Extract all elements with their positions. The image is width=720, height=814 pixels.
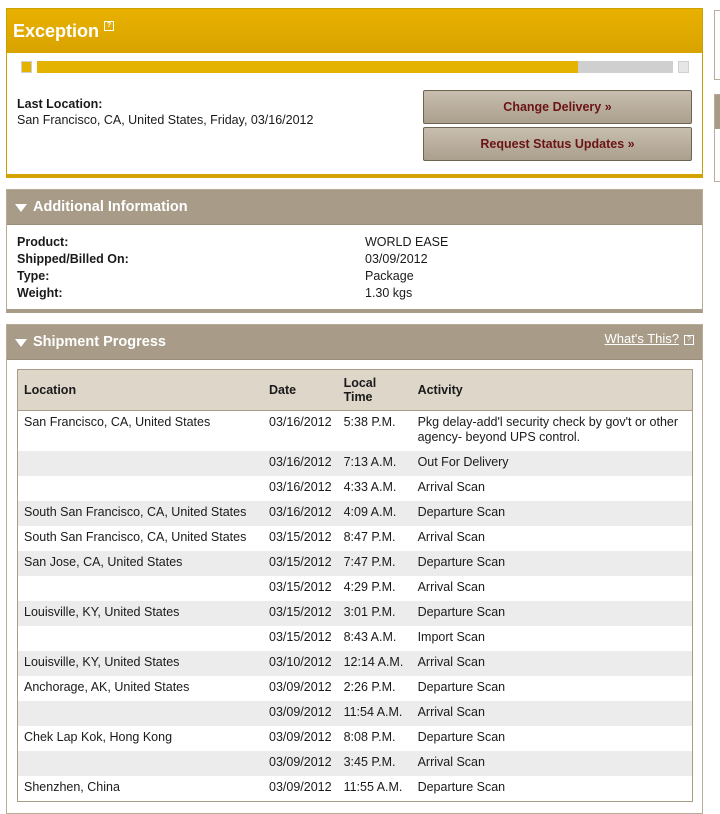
cell-location [18, 701, 264, 726]
cell-activity: Arrival Scan [412, 751, 693, 776]
additional-information-title: Additional Information [33, 199, 188, 215]
cell-activity: Import Scan [417, 630, 485, 644]
cell-activity: Departure Scan [417, 680, 506, 694]
cell-local-time: 4:29 P.M. [343, 580, 396, 594]
exception-header [7, 9, 702, 53]
last-location [17, 97, 313, 127]
cell-date: 03/15/2012 [263, 551, 338, 576]
cell-local-time: 8:08 P.M. [343, 730, 396, 744]
info-row-product [17, 235, 687, 252]
cell-local-time: 8:47 P.M. [343, 530, 396, 544]
info-row-shipped-billed [17, 252, 687, 269]
shipment-progress-title: Shipment Progress [33, 334, 166, 350]
cell-local-time: 3:01 P.M. [338, 601, 412, 626]
cell-location [18, 476, 264, 501]
help-icon[interactable]: ? [104, 21, 114, 31]
progress-start-marker [21, 61, 32, 73]
info-label: Type: [17, 269, 50, 283]
cell-local-time: 11:54 A.M. [338, 701, 412, 726]
table-row [18, 651, 693, 676]
request-status-updates-button[interactable]: Request Status Updates » [423, 127, 692, 161]
cell-location: Anchorage, AK, United States [24, 680, 190, 694]
cell-location: San Francisco, CA, United States [24, 415, 211, 429]
cell-activity: Departure Scan [412, 501, 693, 526]
column-header-activity: Activity [412, 370, 693, 411]
table-row [18, 676, 693, 701]
cell-activity: Arrival Scan [412, 651, 693, 676]
cell-date: 03/09/2012 [263, 701, 338, 726]
progress-end-marker [678, 61, 689, 73]
collapse-triangle-icon[interactable] [15, 339, 27, 347]
table-row [18, 751, 693, 776]
cell-activity: Pkg delay-add'l security check by gov't or other agency- beyond UPS control. [417, 415, 679, 444]
table-row [18, 526, 693, 551]
cell-location [18, 451, 264, 476]
cell-date: 03/15/2012 [263, 601, 338, 626]
cell-local-time: 12:14 A.M. [338, 651, 412, 676]
cell-local-time: 4:09 A.M. [338, 501, 412, 526]
table-row [18, 576, 693, 601]
cell-local-time: 7:13 A.M. [338, 451, 412, 476]
change-delivery-button[interactable]: Change Delivery » [423, 90, 692, 124]
info-label: Product: [17, 235, 69, 249]
cell-date: 03/16/2012 [263, 451, 338, 476]
exception-panel [6, 8, 703, 178]
cell-location: South San Francisco, CA, United States [18, 501, 264, 526]
side-panel-fragment [714, 10, 720, 80]
shipment-progress-bar [21, 61, 689, 73]
table-row [18, 411, 693, 452]
side-panel-fragment [714, 94, 720, 182]
cell-date: 03/09/2012 [269, 680, 332, 694]
table-row [18, 601, 693, 626]
cell-date: 03/09/2012 [269, 730, 332, 744]
table-row [18, 451, 693, 476]
cell-date: 03/15/2012 [269, 530, 332, 544]
column-header-local-time-label: Local Time [343, 376, 377, 404]
cell-date: 03/09/2012 [263, 751, 338, 776]
table-row [18, 476, 693, 501]
cell-local-time: 8:43 A.M. [343, 630, 397, 644]
cell-activity: Out For Delivery [412, 451, 693, 476]
table-row [18, 551, 693, 576]
cell-date: 03/10/2012 [263, 651, 338, 676]
table-row [18, 626, 693, 651]
cell-activity: Arrival Scan [412, 701, 693, 726]
cell-location [18, 751, 264, 776]
cell-local-time: 2:26 P.M. [343, 680, 396, 694]
table-row [18, 726, 693, 751]
cell-activity: Departure Scan [417, 730, 506, 744]
info-row-type [17, 269, 687, 286]
shipment-progress-rows [18, 411, 693, 802]
cell-activity: Departure Scan [412, 551, 693, 576]
info-row-weight [17, 286, 687, 303]
table-row [18, 501, 693, 526]
progress-fill [37, 61, 578, 73]
shipment-progress-table [17, 369, 693, 802]
column-header-date: Date [263, 370, 338, 411]
side-panel-header-fragment [715, 95, 720, 129]
cell-date: 03/15/2012 [269, 580, 332, 594]
cell-local-time: 11:55 A.M. [343, 780, 403, 794]
cell-location [18, 576, 264, 601]
additional-information-header[interactable] [7, 190, 702, 225]
cell-date: 03/16/2012 [269, 415, 332, 429]
additional-information-panel [6, 189, 703, 313]
cell-local-time: 5:38 P.M. [343, 415, 396, 429]
info-label: Shipped/Billed On: [17, 252, 129, 266]
cell-location: Chek Lap Kok, Hong Kong [24, 730, 173, 744]
info-value: 1.30 kgs [365, 286, 413, 300]
cell-date: 03/15/2012 [269, 630, 332, 644]
whats-this-label[interactable]: What's This? [604, 331, 679, 346]
table-row [18, 776, 693, 802]
cell-date: 03/09/2012 [269, 780, 332, 794]
cell-activity: Departure Scan [412, 601, 693, 626]
additional-information-list [17, 235, 687, 303]
cell-date: 03/16/2012 [269, 480, 332, 494]
table-row [18, 701, 693, 726]
cell-local-time: 3:45 P.M. [338, 751, 412, 776]
shipment-progress-header[interactable] [7, 325, 702, 360]
info-value: 03/09/2012 [365, 252, 428, 266]
cell-location: Louisville, KY, United States [18, 601, 264, 626]
last-location-value: San Francisco, CA, United States, Friday, 03/16/2012 [17, 113, 314, 127]
cell-activity: Arrival Scan [417, 480, 485, 494]
help-icon[interactable]: ? [684, 335, 694, 345]
cell-activity: Arrival Scan [417, 530, 485, 544]
whats-this-link[interactable] [605, 325, 695, 353]
cell-location: Louisville, KY, United States [18, 651, 264, 676]
last-location-label: Last Location: [17, 97, 103, 111]
cell-location: Shenzhen, China [24, 780, 120, 794]
column-header-location: Location [18, 370, 264, 411]
cell-activity: Departure Scan [417, 780, 506, 794]
shipment-progress-panel [6, 324, 703, 814]
cell-location: San Jose, CA, United States [18, 551, 264, 576]
info-value: WORLD EASE [365, 235, 449, 249]
info-label: Weight: [17, 286, 63, 300]
exception-title: Exception [13, 21, 100, 41]
cell-location: South San Francisco, CA, United States [24, 530, 247, 544]
cell-local-time: 7:47 P.M. [338, 551, 412, 576]
column-header-local-time [338, 370, 412, 411]
info-value: Package [365, 269, 414, 283]
cell-date: 03/16/2012 [263, 501, 338, 526]
progress-track [37, 61, 673, 73]
cell-location [18, 626, 264, 651]
cell-activity: Arrival Scan [417, 580, 485, 594]
cell-local-time: 4:33 A.M. [343, 480, 397, 494]
table-header-row [18, 370, 693, 411]
collapse-triangle-icon[interactable] [15, 204, 27, 212]
